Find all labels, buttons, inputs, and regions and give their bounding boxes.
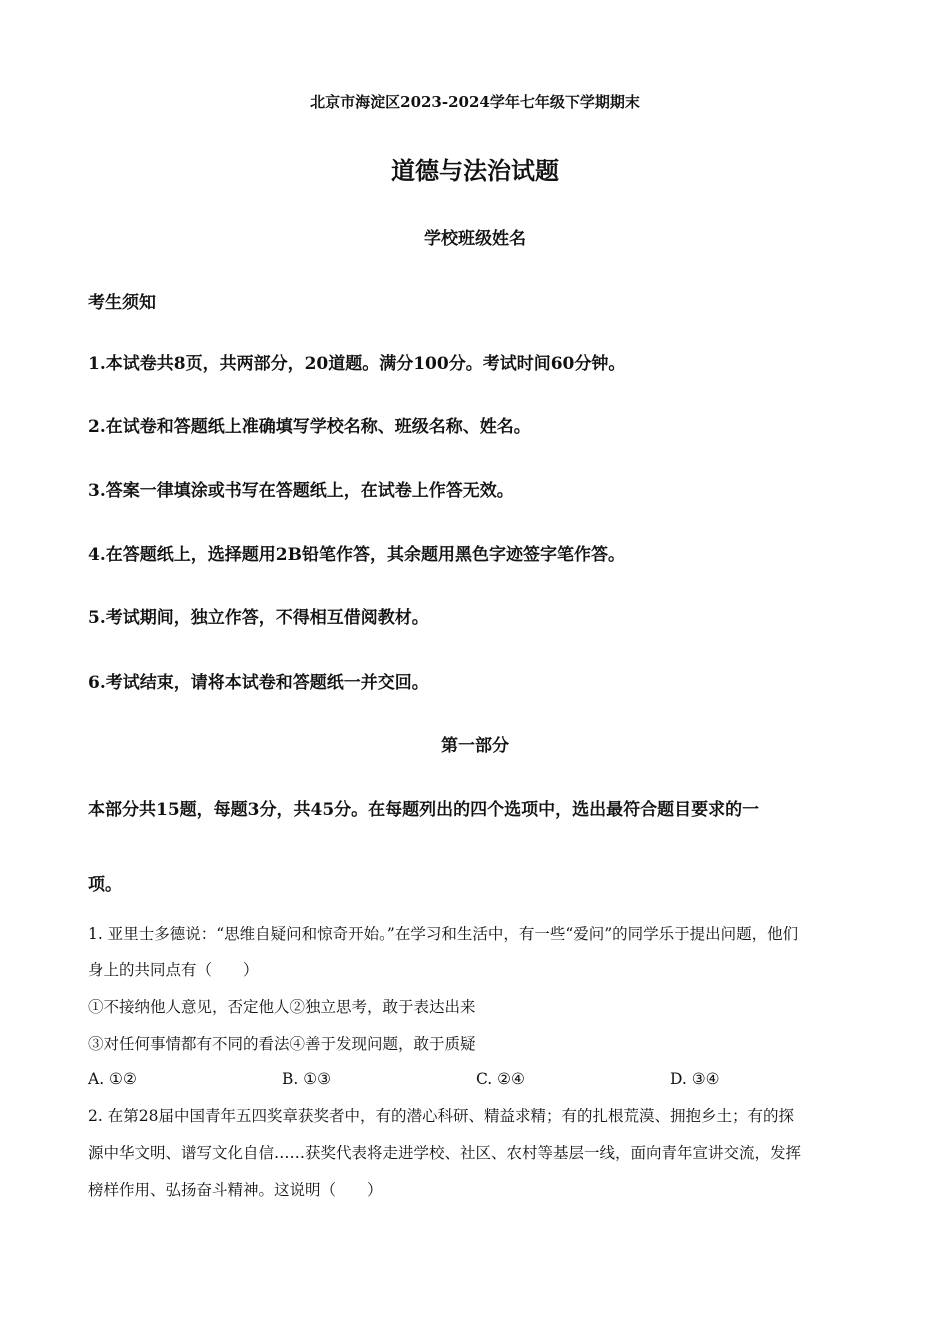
notice-item: 1.本试卷共8页，共两部分，20道题。满分100分。考试时间60分钟。 [88,354,626,374]
question-text-line: 身上的共同点有（ ） [88,961,259,979]
notice-item: 3.答案一律填涂或书写在答题纸上，在试卷上作答无效。 [88,481,514,501]
part-one-instruction-end: 项。 [88,875,122,895]
question-text-line: 榜样作用、弘扬奋斗精神。这说明（ ） [88,1181,383,1199]
option-c: C. ②④ [476,1070,525,1088]
part-one-heading: 第一部分 [441,736,509,756]
notice-item: 5.考试期间，独立作答，不得相互借阅教材。 [88,608,429,628]
part-one-instruction: 本部分共15题，每题3分，共45分。在每题列出的四个选项中，选出最符合题目要求的一 [88,800,760,820]
option-b: B. ①③ [282,1070,332,1088]
notice-item: 4.在答题纸上，选择题用2B铅笔作答，其余题用黑色字迹签字笔作答。 [88,545,625,565]
notice-heading: 考生须知 [88,293,156,313]
question-statement-line: ③对任何事情都有不同的看法④善于发现问题，敢于质疑 [88,1035,476,1053]
exam-subject-title: 道德与法治试题 [391,156,559,185]
question-text-line: 2. 在第28届中国青年五四奖章获奖者中，有的潜心科研、精益求精；有的扎根荒漠、拥抱乡土；有的探 [88,1107,794,1125]
notice-item: 6.考试结束，请将本试卷和答题纸一并交回。 [88,673,429,693]
option-a: A. ①② [88,1070,137,1088]
question-statement-line: ①不接纳他人意见，否定他人②独立思考，敢于表达出来 [88,998,476,1016]
question-text-line: 1. 亚里士多德说：“思维自疑问和惊奇开始。”在学习和生活中，有一些“爱问”的同学乐于提出问题，他们 [88,925,799,943]
option-d: D. ③④ [670,1070,720,1088]
question-text-line: 源中华文明、谱写文化自信……获奖代表将走进学校、社区、农村等基层一线，面向青年宣讲交流，发挥 [88,1144,802,1162]
school-class-name-line: 学校班级姓名 [424,229,526,249]
notice-item: 2.在试卷和答题纸上准确填写学校名称、班级名称、姓名。 [88,417,531,437]
exam-title: 北京市海淀区2023-2024学年七年级下学期期末 [310,93,640,111]
